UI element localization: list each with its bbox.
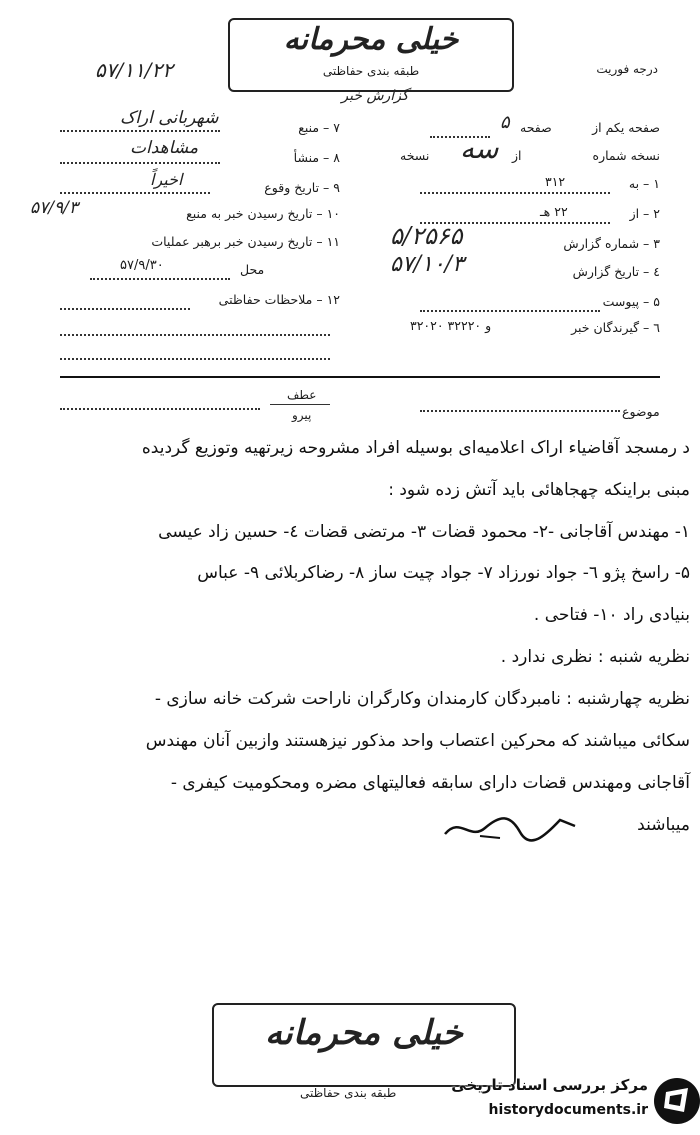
handwritten-signature bbox=[440, 806, 580, 846]
atf-divider bbox=[270, 404, 330, 405]
field-date-occurred-label: ۹ – تاریخ وقوع bbox=[264, 180, 340, 195]
bottom-stamp-caption: طبقه بندی حفاظتی bbox=[300, 1086, 397, 1100]
field-origin-label: ۸ – منشأ bbox=[293, 150, 340, 165]
field-recipients-value: ۳۲۰۲۰ و ۳۲۲۲۰ bbox=[410, 318, 492, 333]
body-line-10: میباشند bbox=[637, 815, 690, 835]
field-source-value: شهربانی اراک bbox=[120, 108, 219, 128]
dotted-line bbox=[420, 192, 610, 194]
dotted-line bbox=[420, 310, 600, 312]
body-line-1: د رمسجد آقاضیاء اراک اعلامیه‌ای بوسیله افراد مشروحه زیرتهیه وتوزیع گردیده bbox=[141, 438, 690, 458]
body-line-5: بنیادی راد ۱۰- فتاحی . bbox=[533, 605, 690, 625]
watermark-line2: historydocuments.ir bbox=[488, 1102, 648, 1118]
field-place-value: ۵۷/۹/۳۰ bbox=[120, 258, 164, 273]
atf-label: عطف bbox=[287, 388, 317, 402]
dotted-line bbox=[60, 334, 330, 336]
bottom-stamp-text: خیلی محرمانه bbox=[265, 1013, 463, 1053]
field-page-label: صفحه یکم از bbox=[592, 120, 660, 135]
top-classification-stamp bbox=[228, 18, 514, 92]
corner-handwriting: ۵۷/۱۱/۲۲ bbox=[95, 58, 173, 82]
field-copy-value: سه bbox=[460, 132, 499, 165]
left-fields bbox=[30, 108, 340, 362]
divider-rule bbox=[60, 376, 660, 378]
body-line-7: نظریه چهارشنبه : نامبردگان کارمندان وکارگران ناراحت شرکت خانه سازی - bbox=[154, 689, 690, 709]
field-page-value: ۵ bbox=[500, 112, 510, 133]
form-title: گزارش خبر bbox=[341, 88, 409, 104]
body-line-4: ۵- راسخ پژو ٦- جواد نورزاد ۷- جواد چیت ساز ۸- رضاکربلائی ۹- عباس bbox=[197, 563, 690, 583]
body-line-6: نظریه شنبه : نظری ندارد . bbox=[500, 647, 690, 667]
field-from-label: ۲ – از bbox=[629, 206, 660, 221]
field-source-label: ۷ – منبع bbox=[298, 120, 340, 135]
field-report-date-label: ٤ – تاریخ گزارش bbox=[572, 264, 660, 279]
payro-label: پیرو bbox=[292, 408, 312, 422]
stamp-text: خیلی محرمانه bbox=[283, 22, 459, 57]
body-line-3: ۱- مهندس آقاجانی -۲- محمود قضات ۳- مرتضی قضات ٤- حسین زاد عیسی bbox=[158, 522, 690, 542]
field-date-ops-label: ۱۱ – تاریخ رسیدن خبر برهبر عملیات bbox=[151, 234, 340, 249]
field-copy-extra: از bbox=[512, 148, 522, 163]
field-copy-extra2: نسخه bbox=[400, 148, 430, 163]
field-place-label: محل bbox=[240, 262, 265, 277]
body-line-9: آقاجانی ومهندس قضات دارای سابقه فعالیتهای مضره ومحکومیت کیفری - bbox=[170, 773, 690, 793]
dotted-line bbox=[420, 410, 620, 412]
field-report-no-label: ۳ – شماره گزارش bbox=[563, 236, 660, 251]
field-page-extra: صفحه bbox=[520, 120, 552, 135]
dotted-line bbox=[60, 408, 260, 410]
subject-label: موضوع bbox=[622, 404, 660, 419]
body-line-2: مبنی براینکه چهجاهائی باید آتش زده شود : bbox=[388, 480, 690, 500]
field-report-date-value: ۵۷/۱۰/۳ bbox=[390, 252, 464, 277]
dotted-line bbox=[60, 192, 210, 194]
dotted-line bbox=[60, 308, 190, 310]
field-date-received-value: ۵۷/۹/۳ bbox=[30, 198, 78, 218]
dotted-line bbox=[60, 162, 220, 164]
field-copy-label: نسخه شماره bbox=[592, 148, 660, 163]
dotted-line bbox=[60, 358, 330, 360]
field-to-label: ۱ – به bbox=[628, 176, 660, 191]
field-recipients-label: ٦ – گیرندگان خبر bbox=[571, 320, 660, 335]
field-attachment-label: ۵ – پیوست bbox=[602, 294, 660, 309]
field-origin-value: مشاهدات bbox=[130, 138, 199, 158]
watermark bbox=[418, 1072, 700, 1132]
dotted-line bbox=[90, 278, 230, 280]
field-date-occurred-value: اخیراً bbox=[150, 170, 183, 189]
field-date-received-label: ۱۰ – تاریخ رسیدن خبر به منبع bbox=[186, 206, 340, 221]
watermark-logo-icon bbox=[654, 1078, 700, 1124]
stamp-caption: طبقه بندی حفاظتی bbox=[322, 64, 420, 78]
right-fields bbox=[390, 112, 660, 342]
body-line-8: سکائی میباشند که محرکین اعتصاب واحد مذکور نیزهستند وازبین آنان مهندس bbox=[145, 731, 690, 751]
field-from-value: ۲۲ هـ bbox=[540, 204, 568, 219]
watermark-line1: مرکز بررسی اسناد تاریخی bbox=[451, 1076, 648, 1094]
field-to-value: ۳۱۲ bbox=[545, 174, 566, 189]
dotted-line bbox=[60, 130, 220, 132]
priority-label: درجه فوریت bbox=[596, 62, 658, 76]
field-security-label: ۱۲ – ملاحظات حفاظتی bbox=[218, 292, 340, 307]
field-report-no-value: ۵/۲۵۶۵ bbox=[390, 222, 463, 250]
